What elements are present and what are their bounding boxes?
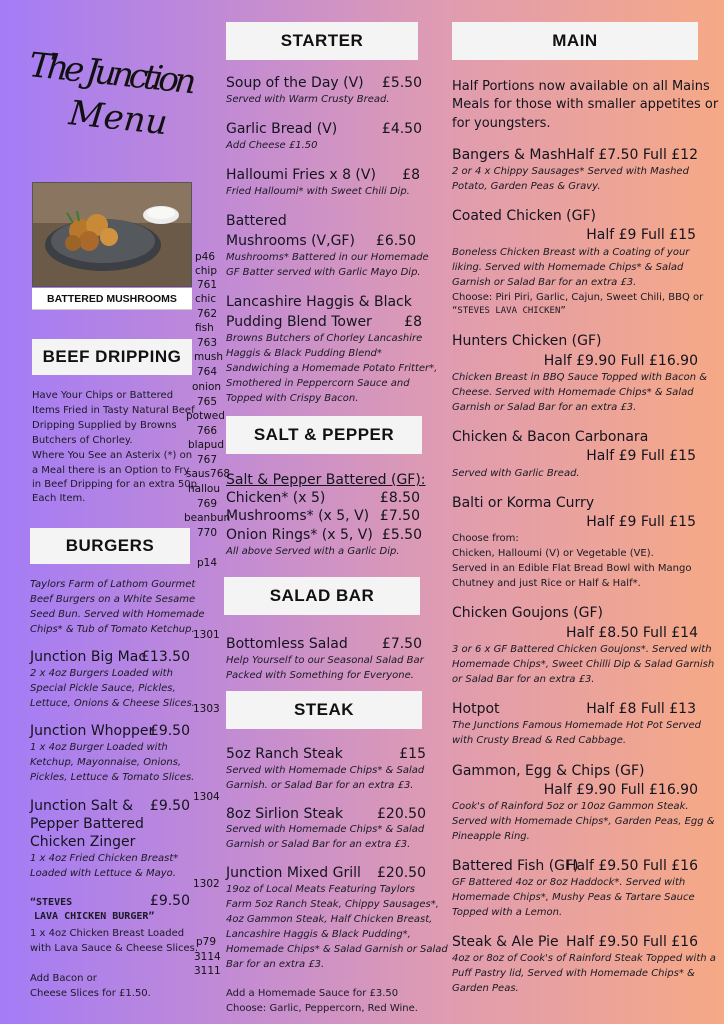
steak-desc: Homemade Chips* & Salad Garnish or Salad [226,944,448,955]
main-desc: Puff Pastry lid, Served with Homemade Chips* & [452,968,695,979]
main-desc: Served in an Edible Flat Bread Bowl with Mango [452,563,692,574]
starter-name: Soup of the Day (V) [226,75,364,91]
main-desc: Chicken Breast in BBQ Sauce Topped with Bacon & [452,372,708,383]
burger-desc: 2 x 4oz Burgers Loaded with [30,668,173,679]
starter-desc: Mushrooms* Battered in our Homemade [226,252,429,263]
starter-name: Pudding Blend Tower [226,314,372,330]
starter-desc: Served with Warm Crusty Bread. [226,94,390,105]
code-label: potwed [186,410,225,422]
burger-name: Junction Whopper [30,723,155,739]
burger-desc: 1 x 4oz Fried Chicken Breast* [30,853,179,864]
starter-price: £8 [404,314,422,330]
steak-sauce-line: Choose: Garlic, Peppercorn, Red Wine. [226,1003,418,1014]
salt-pepper-price: £7.50 [379,508,420,524]
beef-line: Dripping Supplied by Browns [32,420,177,431]
main-desc: Homemade Chips*, Mushy Peas & Tartare Sauce [452,892,695,903]
burger-price: £9.50 [149,798,190,814]
burger-price: £13.50 [141,649,190,665]
main-desc: Pineapple Ring. [452,831,530,842]
code-label: 761 [197,279,218,291]
burgers-intro-line: Beef Burgers on a White Sesame [30,594,196,605]
steak-desc: Garnish or Salad Bar for an extra £3. [226,839,411,850]
steak-desc: Farm 5oz Ranch Steak, Chippy Sausages*, [226,899,439,910]
starter-name: Garlic Bread (V) [226,121,338,137]
starter-desc: GF Batter served with Garlic Mayo Dip. [226,267,421,278]
burger-desc: Loaded with Lettuce & Mayo. [30,868,176,879]
beef-line: Each Item. [32,493,86,504]
code-label: 1304 [193,791,220,803]
main-desc: Homemade Chips*, Sweet Chilli Dip & Salad Garnish [452,659,715,670]
main-desc: Garnish or Salad Bar for an extra £3. [452,277,637,288]
main-choose: “STEVES LAVA CHICKEN” [452,306,566,316]
steak-desc: 4oz Gammon Steak, Half Chicken Breast, [226,914,433,925]
main-desc: The Junctions Famous Homemade Hot Pot Served [452,720,702,731]
salad-desc: Packed with Something for Everyone. [226,670,414,681]
main-price: Half £8 Full £13 [586,701,696,717]
main-price: Half £9 Full £15 [586,227,696,243]
burger-desc: 1 x 4oz Burger Loaded with [30,742,168,753]
main-name: Bangers & Mash [452,147,567,163]
salt-pepper-subheading: Salt & Pepper Battered (GF): [226,472,426,488]
main-desc: or Salad Bar for an extra £3. [452,674,595,685]
burger-desc: with Lava Sauce & Cheese Slices. [30,943,199,954]
burger-price: £9.50 [149,723,190,739]
starter-heading: STARTER [226,22,418,60]
code-label: 764 [197,366,218,378]
main-desc: Garnish or Salad Bar for an extra £3. [452,402,637,413]
salt-pepper-price: £5.50 [381,527,422,543]
code-label: saus768 [186,468,231,480]
main-price: Half £7.50 Full £12 [565,147,698,163]
code-label: 3111 [194,965,221,977]
beef-line: Butchers of Chorley. [32,435,133,446]
main-desc: liking. Served with Homemade Chips* & Salad [452,262,684,273]
steak-sauce-line: Add a Homemade Sauce for £3.50 [226,988,399,999]
main-price: Half £9.90 Full £16.90 [543,353,698,369]
main-desc: 3 or 6 x GF Battered Chicken Goujons*. Served with [452,644,712,655]
salad-bar-heading: SALAD BAR [224,577,420,615]
steak-heading: STEAK [226,691,422,729]
burger-price: £9.50 [149,893,190,909]
salad-name: Bottomless Salad [226,636,348,652]
main-desc: Chicken, Halloumi (V) or Vegetable (VE). [452,548,654,559]
salad-desc: Help Yourself to our Seasonal Salad Bar [226,655,424,666]
main-desc: 2 or 4 x Chippy Sausages* Served with Mashed [452,166,689,177]
steak-desc: 19oz of Local Meats Featuring Taylors [226,884,415,895]
steak-desc: Bar for an extra £3. [226,959,325,970]
starter-price: £5.50 [381,75,422,91]
steak-desc: Garnish. or Salad Bar for an extra £3. [226,780,414,791]
beef-line: in Beef Dripping for an extra 50p [32,479,197,490]
burger-desc: Pickles, Lettuce & Tomato Slices. [30,772,195,783]
burger-extra: Cheese Slices for £1.50. [30,988,151,999]
burger-name: Junction Big Mac [30,649,147,665]
main-name: Hunters Chicken (GF) [452,333,602,349]
starter-price: £6.50 [375,233,416,249]
code-label: chic [195,293,217,305]
beef-line: Items Fried in Tasty Natural Beef [32,405,195,416]
burger-desc: Lettuce, Onions & Cheese Slices. [30,698,195,709]
main-price: Half £9 Full £15 [586,514,696,530]
burger-name: Pepper Battered [30,816,144,832]
steak-desc: Served with Homemade Chips* & Salad [226,824,425,835]
main-name: Coated Chicken (GF) [452,208,596,224]
starter-desc: Topped with Crispy Bacon. [226,393,359,404]
code-label: 3114 [194,951,221,963]
starter-desc: Fried Halloumi* with Sweet Chili Dip. [226,186,410,197]
burger-name: Junction Salt & [30,798,134,814]
main-desc: Served with Homemade Chips*, Garden Peas, Egg & [452,816,715,827]
main-price: Half £9.50 Full £16 [565,934,698,950]
main-desc: Choose from: [452,533,519,544]
code-label: fish [195,322,214,334]
salt-pepper-heading: SALT & PEPPER [226,416,422,454]
burger-name: Chicken Zinger [30,834,136,850]
main-desc: with Crusty Bread & Red Cabbage. [452,735,627,746]
starter-name: Halloumi Fries x 8 (V) [226,167,376,183]
beef-dripping-heading: BEEF DRIPPING [32,339,192,375]
code-label: p79 [196,936,217,948]
main-name: Chicken Goujons (GF) [452,605,603,621]
main-name: Steak & Ale Pie [452,934,559,950]
main-desc: Served with Garlic Bread. [452,468,580,479]
steak-price: £20.50 [377,806,426,822]
steak-name: 5oz Ranch Steak [226,746,343,762]
starter-desc: Browns Butchers of Chorley Lancashire [226,333,423,344]
code-label: hallou [188,483,221,495]
beef-line: a Meal there is an Option to Fry [32,465,190,476]
main-intro: Half Portions now available on all Mains [452,79,710,94]
main-desc: GF Battered 4oz or 8oz Haddock*. Served with [452,877,686,888]
steak-desc: Served with Homemade Chips* & Salad [226,765,425,776]
starter-desc: Smothered in Peppercorn Sauce and [226,378,410,389]
starter-desc: Haggis & Black Pudding Blend* [226,348,382,359]
starter-price: £8 [402,167,420,183]
burger-extra: Add Bacon or [30,973,97,984]
main-price: Half £9 Full £15 [586,448,696,464]
code-label: p14 [197,557,218,569]
main-name: Hotpot [452,701,500,717]
code-label: beanbun [184,512,231,524]
title-line-1: The Junction [27,45,199,103]
main-desc: Topped with a Lemon. [452,907,563,918]
salt-pepper-item: Onion Rings* (x 5, V) [226,527,373,543]
code-label: 1301 [193,629,220,641]
burgers-intro-line: Taylors Farm of Lathom Gourmet [30,579,196,590]
code-label: 769 [197,498,218,510]
steak-desc: Lancashire Haggis & Black Pudding*, [226,929,411,940]
burger-desc: Ketchup, Mayonnaise, Onions, [30,757,182,768]
burger-name: LAVA CHICKEN BURGER” [34,911,155,922]
salt-pepper-item: Mushrooms* (x 5, V) [226,508,370,524]
burgers-heading: BURGERS [30,528,190,564]
code-label: p46 [195,251,216,263]
salt-pepper-item: Chicken* (x 5) [226,490,326,506]
main-desc: 4oz or 8oz of Cook's of Rainford Steak Topped with a [452,953,716,964]
burgers-intro-line: Chips* & Tub of Tomato Ketchup. [30,624,195,635]
main-desc: Chutney and just Rice or Half & Half*. [452,578,641,589]
beef-line: Have Your Chips or Battered [32,390,174,401]
starter-name: Mushrooms (V,GF) [226,233,355,249]
code-label: 767 [197,454,218,466]
battered-mushrooms-photo [32,182,192,287]
steak-name: Junction Mixed Grill [226,865,361,881]
burgers-intro-line: Seed Bun. Served with Homemade [30,609,205,620]
salt-pepper-price: £8.50 [379,490,420,506]
starter-name: Lancashire Haggis & Black [226,294,412,310]
salt-pepper-note: All above Served with a Garlic Dip. [226,546,400,557]
title-line-2: Menu [67,93,170,134]
main-desc: Garden Peas. [452,983,519,994]
main-price: Half £9.90 Full £16.90 [543,782,698,798]
photo-caption: BATTERED MUSHROOMS [32,288,192,310]
code-label: 770 [197,527,218,539]
code-label: chip [195,265,218,277]
code-label: 763 [197,337,218,349]
steak-name: 8oz Sirlion Steak [226,806,344,822]
burger-name: “STEVES [30,897,73,908]
main-choose: Choose: Piri Piri, Garlic, Cajun, Sweet Chili, BBQ or [452,292,704,303]
salad-price: £7.50 [381,636,422,652]
burger-desc: 1 x 4oz Chicken Breast Loaded [30,928,185,939]
code-label: 1303 [193,703,220,715]
beef-line: Where You See an Asterix (*) on [32,450,193,461]
menu-title-script [22,24,202,134]
main-name: Balti or Korma Curry [452,495,595,511]
main-price: Half £8.50 Full £14 [565,625,698,641]
code-label: 762 [197,308,218,320]
code-label: 766 [197,425,218,437]
main-desc: Cheese. Served with Homemade Chips* & Salad [452,387,694,398]
starter-desc: Sandwiching a Homemade Potato Fritter*, [226,363,438,374]
main-intro: for youngsters. [452,116,551,131]
steak-price: £15 [399,746,426,762]
code-label: 765 [197,396,218,408]
main-desc: Potato, Garden Peas & Gravy. [452,181,601,192]
menu-title-svg [22,24,202,134]
main-name: Chicken & Bacon Carbonara [452,429,649,445]
starter-price: £4.50 [381,121,422,137]
main-desc: Boneless Chicken Breast with a Coating of your [452,247,690,258]
main-name: Battered Fish (GF) [452,858,579,874]
code-label: mush [194,351,224,363]
starter-desc: Add Cheese £1.50 [226,140,318,151]
main-desc: Cook's of Rainford 5oz or 10oz Gammon Steak. [452,801,689,812]
steak-price: £20.50 [377,865,426,881]
code-label: blapud [188,439,225,451]
starter-name: Battered [226,213,287,229]
main-price: Half £9.50 Full £16 [565,858,698,874]
burger-desc: Special Pickle Sauce, Pickles, [30,683,176,694]
code-label: 1302 [193,878,220,890]
code-label: onion [192,381,222,393]
main-heading: MAIN [452,22,698,60]
main-intro: Meals for those with smaller appetites or [452,97,719,112]
main-name: Gammon, Egg & Chips (GF) [452,763,645,779]
